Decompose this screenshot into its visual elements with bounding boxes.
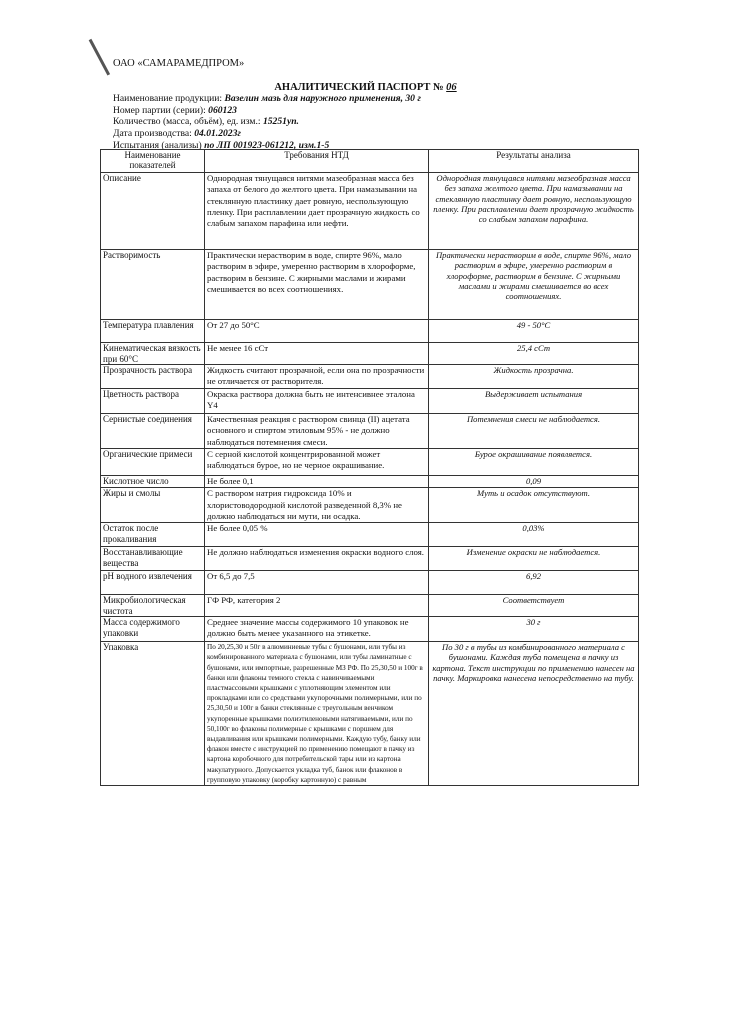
meta-line: Дата производства: 04.01.2023г <box>113 128 241 140</box>
passport-number: 06 <box>446 82 457 93</box>
table-row: Микробиологическая чистота ГФ РФ, категория 2 Соответствует <box>101 595 639 617</box>
table-row: Кислотное число Не более 0,1 0,09 <box>101 476 639 488</box>
table-row: Кинематическая вязкость при 60°С Не менее 16 сСт 25,4 сСт <box>101 343 639 365</box>
table-row: Остаток после прокаливания Не более 0,05 % 0,03% <box>101 523 639 547</box>
table-row: Восстанавливающие вещества Не должно наблюдаться изменения окраски водного слоя. Изменение окраски не наблюдается. <box>101 547 639 571</box>
meta-line: Количество (масса, объём), ед. изм.: 15251уп. <box>113 116 299 128</box>
table-row: Прозрачность раствора Жидкость считают прозрачной, если она по прозрачности не отличается от растворителя. Жидкость прозрачна. <box>101 365 639 389</box>
table-row: Описание Однородная тянущаяся нитями мазеобразная масса без запаха от белого до желтого цвета. При намазывании на стеклянную пластинку дает ровную, неспользующую пленку. При расплавлении дает прозрачную жидкость со слабым запахом парафина или нефти. Однородная тянущаяся нитями мазеобразная масса без запаха желтого цвета. При намазывании на стеклянную пластинку дает ровную, неспользующую пленку. При расплавлении дает прозрачную жидкость со слабым запахом парафина. <box>101 173 639 250</box>
meta-line: Испытания (анализы) по ЛП 001923-061212, изм.1-5 <box>113 139 330 151</box>
table-row: Температура плавления От 27 до 50°С 49 - 50°С <box>101 320 639 343</box>
table-row: Упаковка По 20,25,30 и 50г в алюминиевые тубы с бушонами, или тубы из комбинированного материала с бушонами, или тубы ламинатные с бушонами, или импортные, разрешенные МЗ РФ. По 25,30,50 и 100г в банки или флаконы темного стекла с навинчиваемыми пластмассовыми крышками с уплотняющим элементом или прокладками или со средствами укупорочными полимерными, или по 25,30,50 и 100г в банки стеклянные с треугольным венчиком укупоренные крышками полиэтиленовыми натягиваемыми, или по 50,100г во флаконы полимерные с крышками с поршнем для выдавливания или крышками полимерными. Каждую тубу, банку или флакон вместе с инструкцией по применению помещают в пачку из картона коробочного для потребительской тары или из картона макулатурного. Допускается укладка туб, банок или флаконов в групповую упаковку (коробку картонную) с равным По 30 г в тубы из комбинированного материала с бушонами. Каждая туба помещена в пачку из картона. Текст инструкции по применению нанесен на пачку. Маркировка нанесена непосредственно на тубу. <box>101 642 639 786</box>
table-row: Жиры и смолы С раствором натрия гидроксида 10% и хлористоводородной кислотой разведенной 8,3% не должно наблюдаться ни мути, ни осадка. Муть и осадок отсутствуют. <box>101 488 639 523</box>
table-row: Органические примеси С серной кислотой концентрированной может наблюдаться бурое, но не черное окрашивание. Бурое окрашивание появляется. <box>101 449 639 476</box>
title-text: АНАЛИТИЧЕСКИЙ ПАСПОРТ № <box>274 82 444 93</box>
document-title <box>0 82 731 93</box>
table-row: pH водного извлечения От 6,5 до 7,5 6,92 <box>101 571 639 595</box>
meta-line: Наименование продукции: Вазелин мазь для наружного применения, 30 г <box>113 93 421 104</box>
table-row: Растворимость Практически нерастворим в воде, спирте 96%, мало растворим в эфире, умеренно растворим в хлороформе, растворим в бензине. С жирными маслами и жирами смешивается во всех соотношениях. Практически нерастворим в воде, спирте 96%, мало растворим в эфире, умеренно растворим в хлороформе, растворим в бензине. С жирными маслами и жирами смешивается во всех соотношениях. <box>101 250 639 320</box>
meta-line: Номер партии (серии): 060123 <box>113 104 237 116</box>
product-info <box>113 93 421 152</box>
col-header-requirements: Требования НТД <box>205 150 429 173</box>
table-header <box>101 150 639 173</box>
table-row: Цветность раствора Окраска раствора должна быть не интенсивнее эталона Y4 Выдерживает испытания <box>101 389 639 414</box>
analysis-table <box>100 149 639 786</box>
col-header-results: Результаты анализа <box>429 150 639 173</box>
organization-name: ОАО «САМАРАМЕДПРОМ» <box>113 58 245 69</box>
scan-artifact <box>89 39 110 76</box>
table-row: Сернистые соединения Качественная реакция с раствором свинца (II) ацетата основного и спиртом этиловым 95% - не должно наблюдаться потемнения смеси. Потемнения смеси не наблюдается. <box>101 414 639 449</box>
table-row: Масса содержимого упаковки Среднее значение массы содержимого 10 упаковок не должно быть менее указанного на этикетке. 30 г <box>101 617 639 642</box>
col-header-name: Наименование показателей <box>101 150 205 173</box>
